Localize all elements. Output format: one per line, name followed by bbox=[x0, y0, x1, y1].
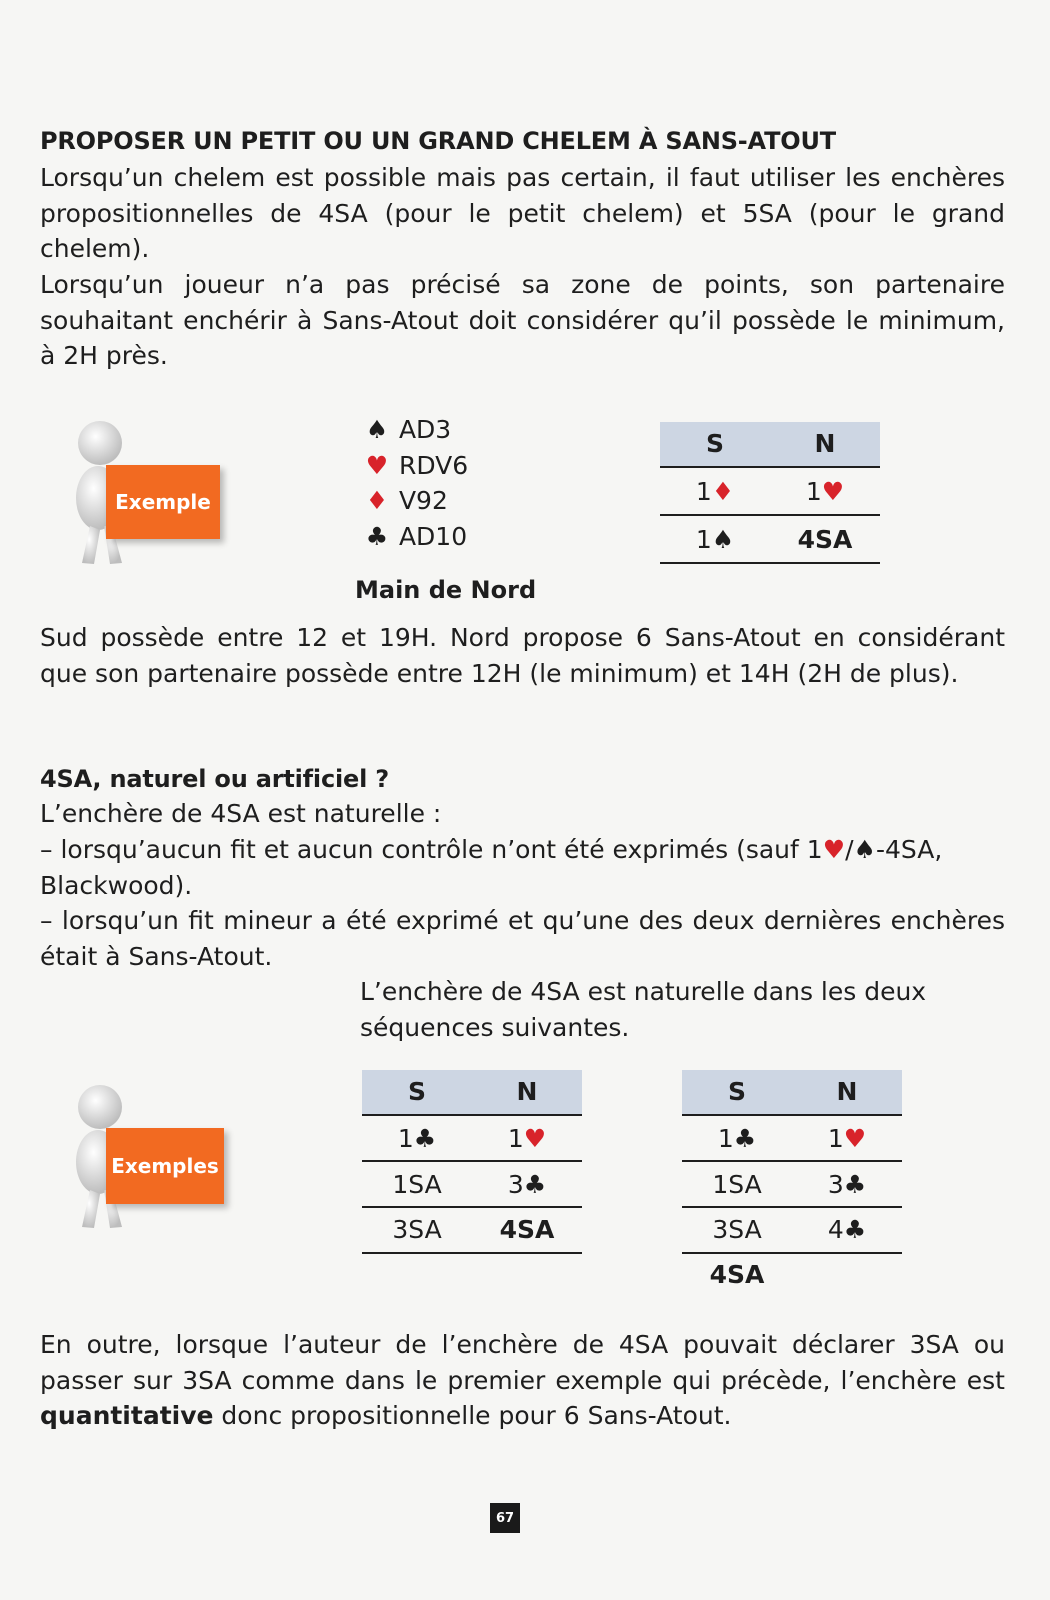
bid: 1♥ bbox=[805, 477, 845, 506]
bid: 1♦ bbox=[695, 477, 735, 506]
bid: 4SA bbox=[709, 1260, 765, 1289]
bid: 4♣ bbox=[827, 1215, 867, 1244]
bid: 1SA bbox=[392, 1170, 442, 1199]
auction-table bbox=[362, 1070, 582, 1270]
hand-cards: AD3 bbox=[398, 415, 452, 444]
header-south: S bbox=[407, 1077, 426, 1106]
header-south: S bbox=[727, 1077, 746, 1106]
hand-caption: Main de Nord bbox=[355, 576, 537, 604]
bid: 3♣ bbox=[507, 1170, 547, 1199]
hand-row-spades bbox=[363, 412, 468, 448]
heart-icon: ♥ bbox=[365, 450, 389, 480]
bid: 3♣ bbox=[827, 1170, 867, 1199]
bid: 1♣ bbox=[717, 1124, 757, 1153]
auction-table bbox=[660, 422, 880, 572]
paragraph-quantitative: En outre, lorsque l’auteur de l’enchère de 4SA pouvait déclarer 3SA ou passer sur 3SA comme dans le premier exemple qui précède, l’enchère est quantitative donc propositionnelle pour 6 Sans-Atout. bbox=[40, 1330, 1005, 1430]
spade-icon: ♠ bbox=[711, 525, 735, 554]
club-icon: ♣ bbox=[523, 1170, 547, 1199]
heart-icon: ♥ bbox=[821, 477, 845, 506]
bullet-no-fit: – lorsqu’aucun fit et aucun contrôle n’ont été exprimés (sauf 1♥/♠-4SA, Blackwood). bbox=[40, 835, 943, 900]
bid: 1♠ bbox=[695, 525, 735, 554]
hand-row-diamonds bbox=[363, 483, 468, 519]
header-north: N bbox=[516, 1077, 538, 1106]
paragraph-south: Sud possède entre 12 et 19H. Nord propose 6 Sans-Atout en considérant que son partenaire possède entre 12H (le minimum) et 14H (2H de plus). bbox=[40, 623, 1005, 688]
spade-icon: ♠ bbox=[365, 415, 389, 444]
heart-icon: ♥ bbox=[822, 835, 846, 864]
paragraph-natural: L’enchère de 4SA est naturelle : bbox=[40, 799, 442, 828]
bid: 1♣ bbox=[397, 1124, 437, 1153]
club-icon: ♣ bbox=[843, 1170, 867, 1199]
diamond-icon: ♦ bbox=[365, 486, 389, 515]
club-icon: ♣ bbox=[413, 1124, 437, 1153]
hand-row-clubs bbox=[363, 519, 468, 555]
paragraph-sequences: L’enchère de 4SA est naturelle dans les deux séquences suivantes. bbox=[360, 977, 927, 1042]
paragraph-zone: Lorsqu’un joueur n’a pas précisé sa zone de points, son partenaire souhaitant enchérir à Sans-Atout doit considérer qu’il possède le minimum, à 2H près. bbox=[40, 270, 1005, 370]
section-title: 4SA, naturel ou artificiel ? bbox=[40, 765, 389, 793]
hand-cards: V92 bbox=[398, 486, 448, 515]
bid: 3SA bbox=[712, 1215, 762, 1244]
hand-cards: RDV6 bbox=[398, 450, 469, 480]
section-title: PROPOSER UN PETIT OU UN GRAND CHELEM À SANS-ATOUT bbox=[40, 127, 836, 155]
club-icon: ♣ bbox=[365, 521, 389, 551]
diamond-icon: ♦ bbox=[711, 477, 735, 506]
header-north: N bbox=[814, 429, 836, 458]
heart-icon: ♥ bbox=[843, 1124, 867, 1153]
bid: 4SA bbox=[797, 525, 853, 554]
paragraph-intro: Lorsqu’un chelem est possible mais pas certain, il faut utiliser les enchères propositionnelles de 4SA (pour le petit chelem) et 5SA (pour le grand chelem). bbox=[40, 163, 1005, 263]
spade-icon: ♠ bbox=[853, 835, 876, 864]
bid: 1♥ bbox=[507, 1124, 547, 1153]
example-badge: Exemple bbox=[106, 465, 220, 539]
header-south: S bbox=[705, 429, 724, 458]
page-number: 67 bbox=[490, 1503, 520, 1533]
heart-icon: ♥ bbox=[523, 1124, 547, 1153]
bullet-minor-fit: – lorsqu’un fit mineur a été exprimé et qu’une des deux dernières enchères était à Sans-Atout. bbox=[40, 906, 1005, 971]
hand-row-hearts bbox=[363, 448, 468, 484]
examples-badge: Exemples bbox=[106, 1128, 224, 1204]
bid: 1SA bbox=[712, 1170, 762, 1199]
bid: 3SA bbox=[392, 1215, 442, 1244]
north-hand bbox=[363, 412, 468, 554]
auction-table bbox=[682, 1070, 902, 1310]
header-north: N bbox=[836, 1077, 858, 1106]
club-icon: ♣ bbox=[843, 1215, 867, 1244]
bid: 1♥ bbox=[827, 1124, 867, 1153]
bid: 4SA bbox=[499, 1215, 555, 1244]
club-icon: ♣ bbox=[733, 1124, 757, 1153]
hand-cards: AD10 bbox=[398, 521, 468, 551]
